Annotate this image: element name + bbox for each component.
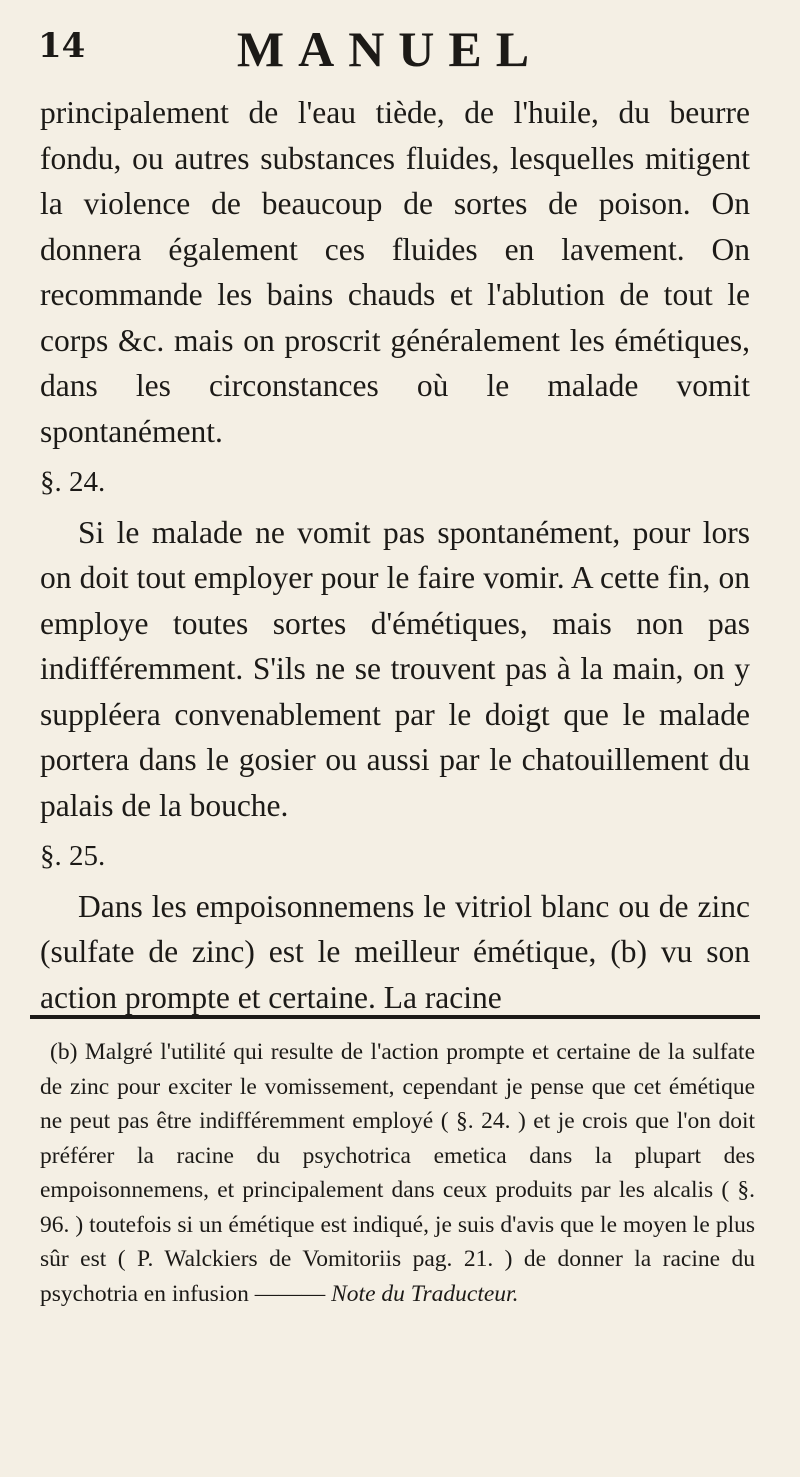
footnote-divider	[30, 1015, 760, 1019]
section-heading-24: §. 24.	[40, 466, 106, 498]
paragraph-2: Si le malade ne vomit pas spontanément, pour lors on doit tout employer pour le faire vomir. A cette fin, on employe toutes sortes d'émétiques, mais non pas indifféremment. S'ils ne se trouvent pas à la main, on y suppléera convenablement par le doigt que le malade portera dans le gosier ou aussi par le chatouillement du palais de la bouche.	[40, 514, 750, 823]
page-header	[30, 20, 750, 78]
running-head: MANUEL	[236, 21, 544, 77]
paragraph-3: Dans les empoisonnemens le vitriol blanc ou de zinc (sulfate de zinc) est le meilleur émétique, (b) vu son action prompte et certaine. La racine	[40, 888, 750, 1015]
page-number: 14	[38, 26, 86, 66]
footnote-signature: Note du Traducteur.	[331, 1280, 519, 1307]
section-heading-25: §. 25.	[40, 840, 106, 872]
footnote-text: (b) Malgré l'utilité qui resulte de l'action prompte et certaine de la sulfate de zinc pour exciter le vomissement, cependant je pense que cet émétique ne peut pas être indifféremment employé ( §. 24. ) et je crois que l'on doit préférer la racine du psychotrica emetica dans la plupart des empoisonnemens, et principalement dans ceux produits par les alcalis ( §. 96. ) toutefois si un émétique est indiqué, je suis d'avis que le moyen le plus sûr est ( P. Walckiers de Vomitoriis pag. 21. ) de donner la racine du psychotria en infusion ———	[40, 1039, 755, 1307]
paragraph-1: principalement de l'eau tiède, de l'huile, du beurre fondu, ou autres substances fluides, lesquelles mitigent la violence de beaucoup de sortes de poison. On donnera également ces fluides en lavement. On recommande les bains chauds et l'ablution de tout le corps &c. mais on proscrit généralement les émétiques, dans les circonstances où le malade vomit spontanément.	[40, 95, 750, 449]
main-text	[40, 90, 750, 1020]
footnote	[40, 1035, 755, 1311]
